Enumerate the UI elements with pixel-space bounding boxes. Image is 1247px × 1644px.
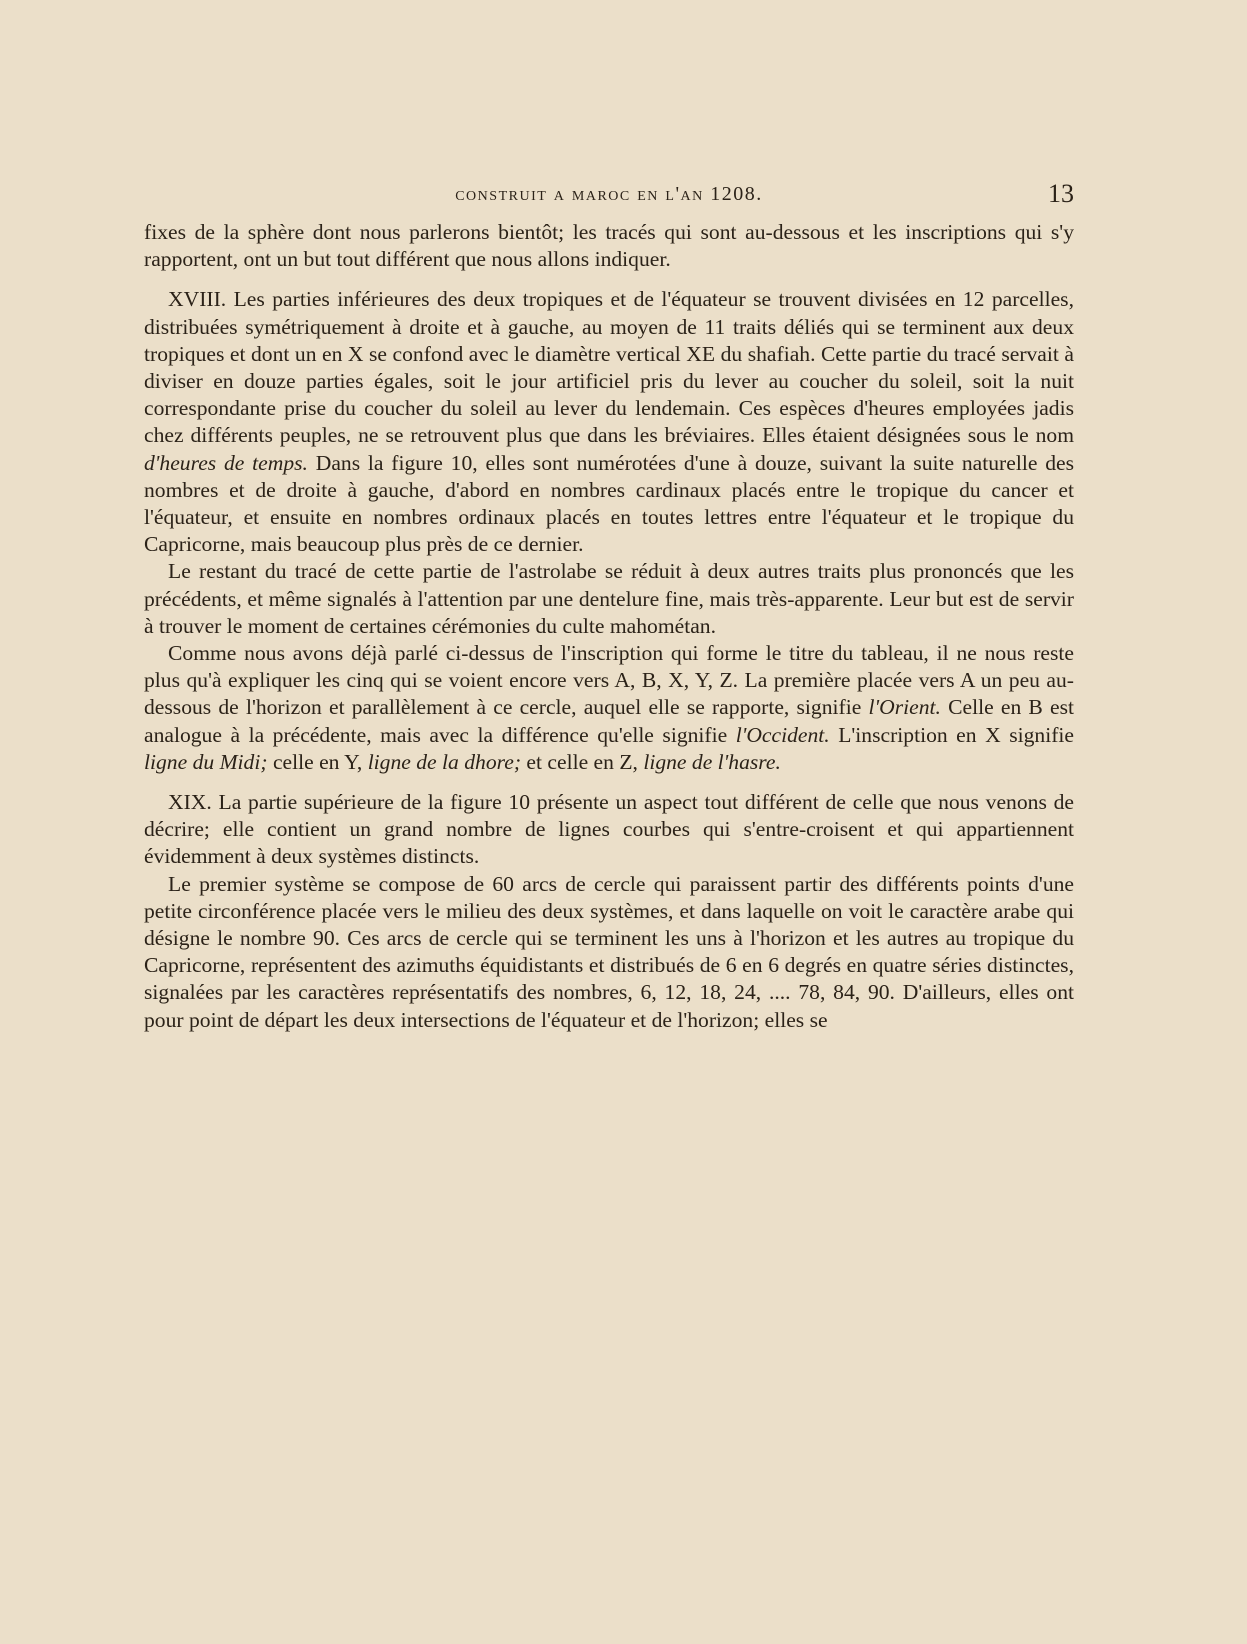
italic-term: ligne du Midi; (144, 749, 268, 774)
page-header (144, 179, 1074, 209)
text-run: fixes de la sphère dont nous parlerons bientôt; les tracés qui sont au-dessous et les inscriptions qui s'y rapportent, ont un but tout différent que nous allons indiquer. (144, 220, 1074, 272)
italic-term: ligne de la dhore; (367, 749, 522, 774)
paragraph-trace-remainder (144, 558, 1074, 640)
text-run: et celle en Z, (521, 749, 644, 774)
text-run: Dans la figure 10, elles sont numérotées d'une à douze, suivant la suite naturelle des nombres et de droite à gauche, d'abord en nombres cardinaux placés entre le tropique du cancer et l'équateur, et ensuite en nombres ordinaux placés en toutes lettres entre l'équateur et le tropique du Capricorne, mais beaucoup plus près de ce dernier. (144, 450, 1074, 557)
paragraph-section-xviii (144, 286, 1074, 558)
body-text (144, 219, 1074, 1034)
italic-term: d'heures de temps. (144, 450, 308, 475)
page-number: 13 (1048, 179, 1074, 208)
italic-term: ligne de l'hasre. (643, 749, 781, 774)
text-run: L'inscription en X signifie (829, 722, 1074, 747)
text-run: Le restant du tracé de cette partie de l'astrolabe se réduit à deux autres traits plus prononcés que les précédents, et même signalés à l'attention par une dentelure fine, mais très-apparente. Leur but est de servir à trouver le moment de certaines cérémonies du culte mahométan. (144, 559, 1074, 638)
text-run: Celle en B est analogue à la précédente, mais avec la différence qu'elle signifie (144, 695, 1075, 747)
text-run: XVIII. Les parties inférieures des deux tropiques et de l'équateur se trouvent divisées en 12 parcelles, distribuées symétriquement à droite et à gauche, au moyen de 11 traits déliés qui se terminent aux deux tropiques et dont un en X se confond avec le diamètre vertical XE du shafiah. Cette partie du tracé servait à diviser en douze parties égales, soit le jour artificiel pris du lever au coucher du soleil, soit la nuit correspondante prise du coucher du soleil au lever du lendemain. Ces espèces d'heures employées jadis chez différents peuples, ne se retrouvent plus que dans les bréviaires. Elles étaient désignées sous le nom (144, 287, 1074, 448)
paragraph-inscriptions (144, 640, 1074, 776)
running-title: construit a maroc en l'an 1208. (455, 183, 763, 205)
paragraph-section-xix (144, 789, 1074, 871)
paragraph-continuation (144, 219, 1074, 273)
paragraph-azimuth-system (144, 871, 1074, 1034)
italic-term: l'Occident. (735, 722, 830, 747)
text-run: Comme nous avons déjà parlé ci-dessus de l'inscription qui forme le titre du tableau, il ne nous reste plus qu'à expliquer les cinq qui se voient encore vers A, B, X, Y, Z. La première placée vers A un peu au-dessous de l'horizon et parallèlement à ce cercle, auquel elle se rapporte, signifie (144, 641, 1074, 720)
text-run: celle en Y, (267, 749, 368, 774)
text-run: XIX. La partie supérieure de la figure 10 présente un aspect tout différent de celle que nous venons de décrire; elle contient un grand nombre de lignes courbes qui s'entre-croisent et qui appartiennent évidemment à deux systèmes distincts. (144, 790, 1074, 869)
text-run: Le premier système se compose de 60 arcs de cercle qui paraissent partir des différents points d'une petite circonférence placée vers le milieu des deux systèmes, et dans laquelle on voit le caractère arabe qui désigne le nombre 90. Ces arcs de cercle qui se terminent les uns à l'horizon et les autres au tropique du Capricorne, représentent des azimuths équidistants et distribués de 6 en 6 degrés en quatre séries distinctes, signalées par les caractères représentatifs des nombres, 6, 12, 18, 24, .... 78, 84, 90. D'ailleurs, elles ont pour point de départ les deux intersections de l'équateur et de l'horizon; elles se (144, 871, 1074, 1032)
italic-term: l'Orient. (868, 695, 941, 720)
